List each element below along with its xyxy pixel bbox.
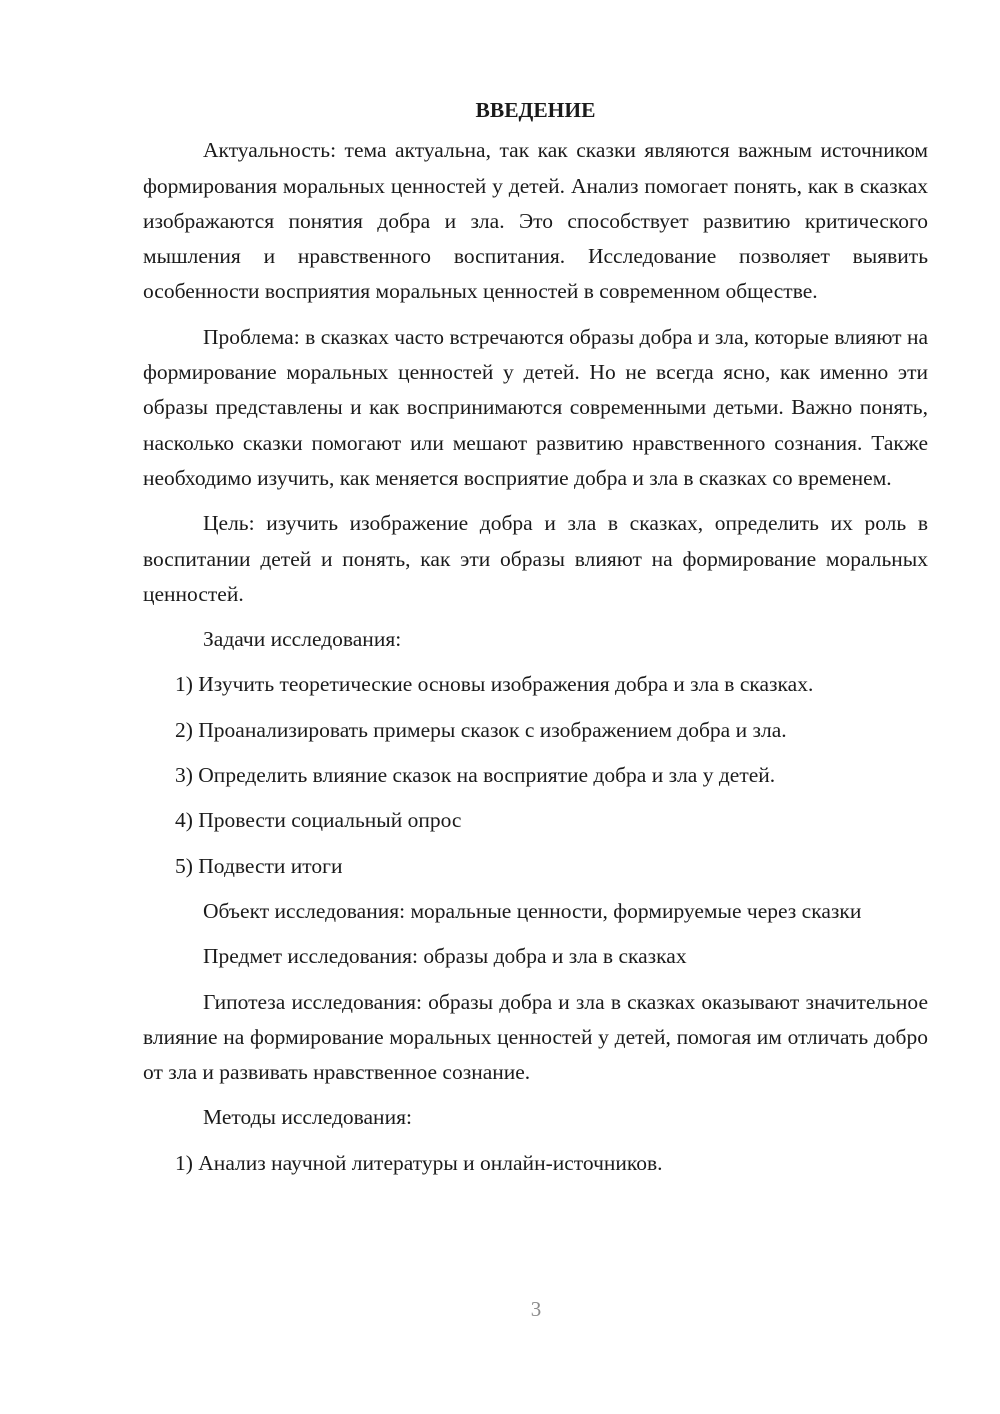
task-item: 5) Подвести итоги (175, 853, 343, 878)
task-item: 4) Провести социальный опрос (175, 808, 462, 833)
problem-paragraph: Проблема: в сказках часто встречаются образы добра и зла, которые влияют на формирование моральных ценностей у детей. Но не всегда ясно, как именно эти образы представлены и как воспринимаются современными детьми. Важно понять, насколько сказки помогают или мешают развитию нравственного сознания. Также необходимо изучить, как меняется восприятие добра и зла в сказках со временем. (143, 324, 928, 490)
task-item: 3) Определить влияние сказок на восприятие добра и зла у детей. (175, 763, 776, 788)
task-item: 2) Проанализировать примеры сказок с изображением добра и зла. (175, 717, 787, 742)
tasks-label: Задачи исследования: (203, 627, 402, 652)
method-item: 1) Анализ научной литературы и онлайн-источников. (175, 1150, 663, 1175)
page-number: 3 (530, 1297, 542, 1321)
tasks-list (143, 667, 928, 883)
subject-paragraph: Предмет исследования: образы добра и зла в сказках (203, 944, 687, 969)
document-page (143, 93, 928, 1191)
goal-paragraph: Цель: изучить изображение добра и зла в сказках, определить их роль в воспитании детей и понять, как эти образы влияют на формирование моральных ценностей. (143, 511, 928, 606)
relevance-paragraph: Актуальность: тема актуальна, так как сказки являются важным источником формирования моральных ценностей у детей. Анализ помогает понять, как в сказках изображаются понятия добра и зла. Это способствует развитию критического мышления и нравственного воспитания. Исследование позволяет выявить особенности восприятия моральных ценностей в современном обществе. (143, 138, 928, 304)
section-heading: ВВЕДЕНИЕ (475, 98, 596, 122)
methods-list (143, 1146, 928, 1181)
methods-label: Методы исследования: (203, 1105, 412, 1130)
task-item: 1) Изучить теоретические основы изображения добра и зла в сказках. (175, 672, 814, 697)
hypothesis-paragraph: Гипотеза исследования: образы добра и зла в сказках оказывают значительное влияние на формирование моральных ценностей у детей, помогая им отличать добро от зла и развивать нравственное сознание. (143, 989, 928, 1085)
object-paragraph: Объект исследования: моральные ценности, формируемые через сказки (203, 898, 862, 923)
